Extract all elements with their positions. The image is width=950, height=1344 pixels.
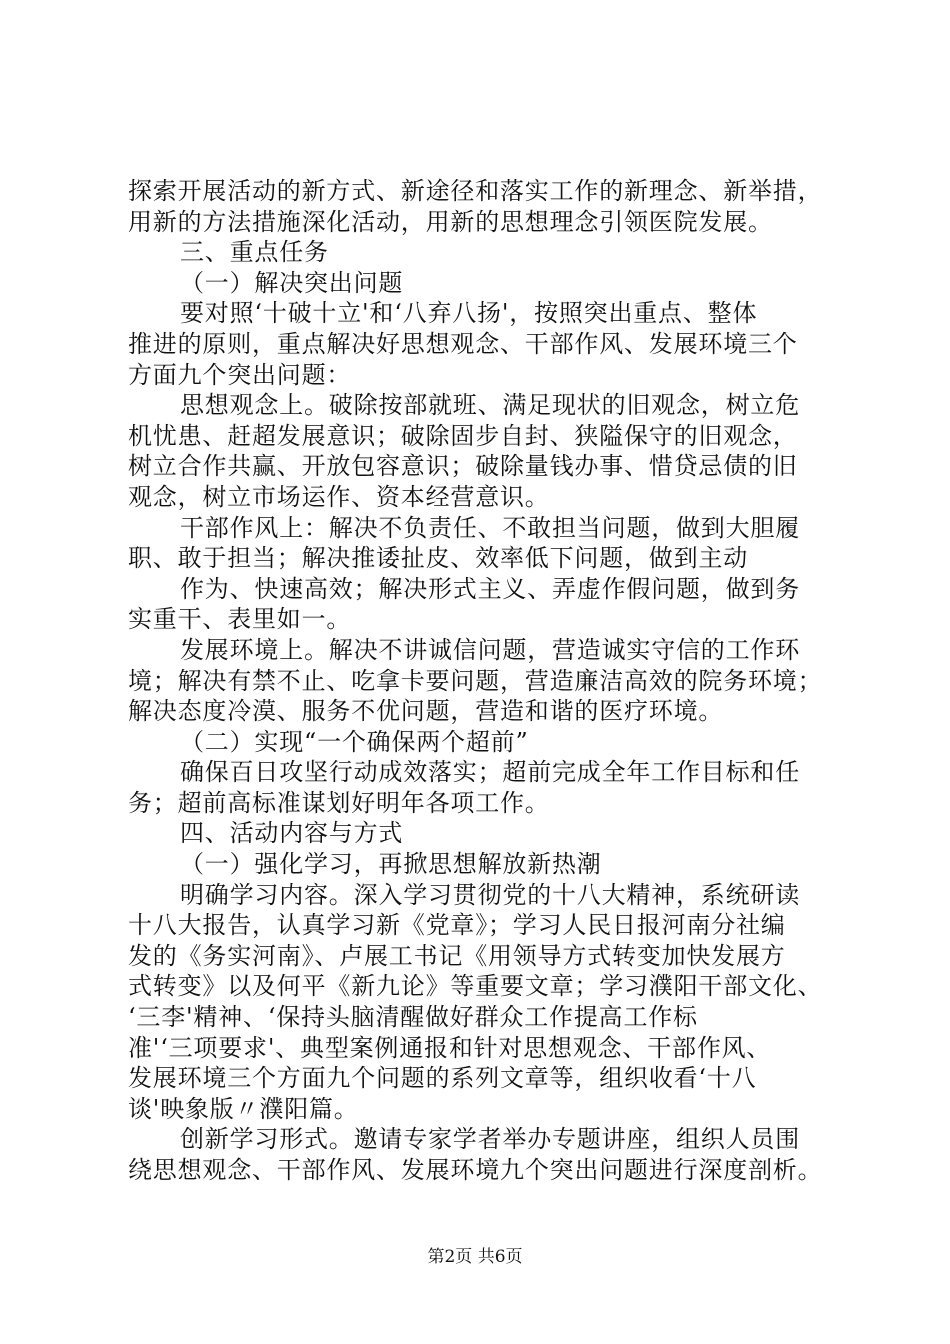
text-line: 式转变》以及何平《新九论》等重要文章；学习濮阳干部文化、 [128, 972, 823, 1001]
text-line: 干部作风上：解决不负责任、不敢担当问题，做到大胆履 [180, 513, 800, 542]
text-line: 树立合作共赢、开放包容意识；破除量钱办事、惜贷忌债的旧 [128, 452, 798, 481]
text-line: 思想观念上。破除按部就班、满足现状的旧观念，树立危 [180, 391, 800, 420]
text-line: 解决态度冷漠、服务不优问题，营造和谐的医疗环境。 [128, 697, 724, 726]
text-line: 谈'映象版〃濮阳篇。 [128, 1094, 359, 1123]
text-line: （一）解决突出问题 [180, 268, 404, 297]
text-line: 发的《务实河南》、卢展工书记《用领导方式转变加快发展方 [128, 941, 786, 970]
text-line: 探索开展活动的新方式、新途径和落实工作的新理念、新举措， [128, 177, 823, 205]
text-line: 务；超前高标准谋划好明年各项工作。 [128, 788, 550, 817]
text-line: （一）强化学习，再掀思想解放新热潮 [180, 850, 602, 879]
text-line: 三、重点任务 [180, 238, 329, 267]
text-line: 观念，树立市场运作、资本经营意识。 [128, 482, 550, 511]
text-line: 作为、快速高效；解决形式主义、弄虚作假问题，做到务 [180, 574, 800, 603]
text-line: 机忧患、赶超发展意识；破除固步自封、狭隘保守的旧观念， [128, 421, 798, 450]
document-body [128, 176, 828, 1186]
text-line: 创新学习形式。邀请专家学者举办专题讲座，组织人员围 [180, 1125, 800, 1154]
text-line: （二）实现“一个确保两个超前” [180, 727, 529, 756]
text-line: 境；解决有禁不止、吃拿卡要问题，营造廉洁高效的院务环境； [128, 666, 823, 695]
text-line: 发展环境三个方面九个问题的系列文章等，组织收看‘十八 [128, 1064, 757, 1093]
text-line: 实重干、表里如一。 [128, 605, 352, 634]
text-line: 职、敢于担当；解决推诿扯皮、效率低下问题，做到主动 [128, 544, 748, 573]
page-footer: 第2页 共6页 [427, 1247, 523, 1267]
text-line: 用新的方法措施深化活动，用新的思想理念引领医院发展。 [128, 207, 773, 236]
text-line: 方面九个突出问题： [128, 360, 352, 389]
text-line: 十八大报告，认真学习新《党章》；学习人民日报河南分社编 [128, 911, 786, 940]
text-line: 四、活动内容与方式 [180, 819, 404, 848]
text-line: 明确学习内容。深入学习贯彻党的十八大精神，系统研读 [180, 880, 800, 909]
text-line: 发展环境上。解决不讲诚信问题，营造诚实守信的工作环 [180, 635, 800, 664]
text-line: 绕思想观念、干部作风、发展环境九个突出问题进行深度剖析。 [128, 1156, 823, 1184]
text-line: 推进的原则，重点解决好思想观念、干部作风、发展环境三个 [128, 329, 798, 358]
text-line: ‘三李'精神、‘保持头脑清醒做好群众工作提高工作标 [128, 1003, 698, 1032]
text-line: 要对照‘十破十立'和‘八弃八扬'，按照突出重点、整体 [180, 299, 758, 328]
text-line: 准'‘三项要求'、典型案例通报和针对思想观念、干部作风、 [128, 1033, 772, 1062]
text-line: 确保百日攻坚行动成效落实；超前完成全年工作目标和任 [180, 758, 800, 787]
